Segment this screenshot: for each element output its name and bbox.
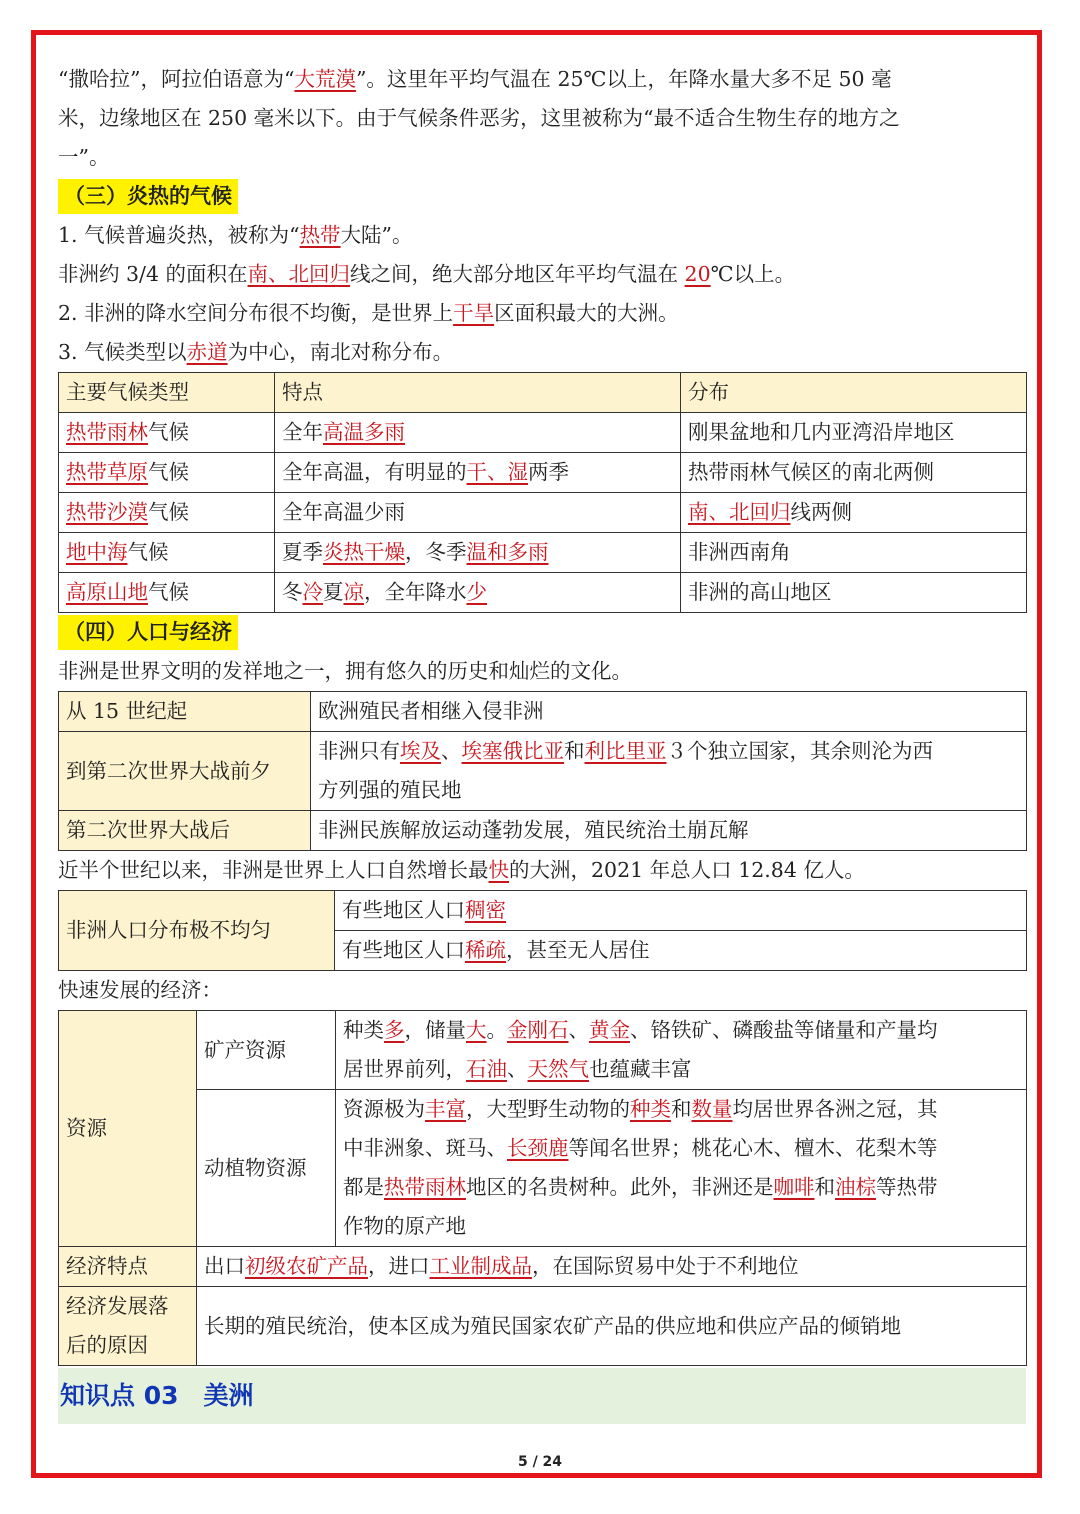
table-row: 热带沙漠气候 全年高温少雨 南、北回归线两侧 bbox=[59, 493, 1027, 533]
page-number: 5 / 24 bbox=[517, 1454, 563, 1470]
table-header-row bbox=[59, 373, 1027, 413]
table-row: 有些地区人口稀疏，甚至无人居住 bbox=[59, 931, 1027, 971]
table-row: 地中海气候 夏季炎热干燥，冬季温和多雨 非洲西南角 bbox=[59, 533, 1027, 573]
climate-point-1: 1. 气候普遍炎热，被称为“热带大陆”。 bbox=[58, 223, 413, 247]
header-feature: 特点 bbox=[275, 373, 681, 413]
section-heading-population: （四）人口与经济 bbox=[58, 613, 1026, 652]
economy-intro: 快速发展的经济： bbox=[58, 978, 222, 1002]
table-row: 高原山地气候 冬冷夏凉，全年降水少 非洲的高山地区 bbox=[59, 573, 1027, 613]
history-table bbox=[58, 691, 1027, 851]
header-climate-type: 主要气候类型 bbox=[59, 373, 275, 413]
table-row: 经济发展落 后的原因 长期的殖民统治，使本区成为殖民国家农矿产品的供应地和供应产品的倾销地 bbox=[59, 1287, 1027, 1366]
table-row: 从 15 世纪起 欧洲殖民者相继入侵非洲 bbox=[59, 692, 1027, 732]
population-intro: 非洲是世界文明的发祥地之一，拥有悠久的历史和灿烂的文化。 bbox=[58, 659, 632, 683]
climate-point-1b: 非洲约 3/4 的面积在南、北回归线之间，绝大部分地区年平均气温在 20℃以上。 bbox=[58, 262, 796, 286]
economy-table bbox=[58, 1010, 1027, 1366]
table-row: 动植物资源 资源极为丰富，大型野生动物的种类和数量均居世界各洲之冠，其 中非洲象、斑马、长颈鹿等闻名世界；桃花心木、檀木、花梨木等 都是热带雨林地区的名贵树种。此外，非洲还是咖啡和油棕等热带 作物的原产地 bbox=[59, 1090, 1027, 1247]
table-row: 非洲人口分布极不均匀 有些地区人口稠密 bbox=[59, 891, 1027, 931]
table-row: 资源 矿产资源 种类多，储量大。金刚石、黄金、铬铁矿、磷酸盐等储量和产量均 居世界前列，石油、天然气也蕴藏丰富 bbox=[59, 1011, 1027, 1090]
table-row: 到第二次世界大战前夕 非洲只有埃及、埃塞俄比亚和利比里亚３个独立国家，其余则沦为西 方列强的殖民地 bbox=[59, 732, 1027, 811]
table-row: 经济特点 出口初级农矿产品，进口工业制成品，在国际贸易中处于不利地位 bbox=[59, 1247, 1027, 1287]
population-growth: 近半个世纪以来，非洲是世界上人口自然增长最快的大洲，2021 年总人口 12.84 亿人。 bbox=[58, 858, 865, 882]
table-row: 第二次世界大战后 非洲民族解放运动蓬勃发展，殖民统治土崩瓦解 bbox=[59, 811, 1027, 851]
document-body bbox=[58, 60, 1026, 1424]
header-distribution: 分布 bbox=[681, 373, 1027, 413]
intro-line-3: 一”。 bbox=[58, 145, 110, 169]
intro-line-1: “撒哈拉”，阿拉伯语意为“大荒漠”。这里年平均气温在 25℃以上，年降水量大多不足 50 毫 bbox=[58, 67, 892, 91]
intro-line-2: 米，边缘地区在 250 毫米以下。由于气候条件恶劣，这里被称为“最不适合生物生存的地方之 bbox=[58, 106, 900, 130]
table-row: 热带草原气候 全年高温，有明显的干、湿两季 热带雨林气候区的南北两侧 bbox=[59, 453, 1027, 493]
section-heading-climate: （三）炎热的气候 bbox=[58, 177, 1026, 216]
knowledge-point-heading: 知识点 03 美洲 bbox=[58, 1368, 1026, 1424]
table-row: 热带雨林气候 全年高温多雨 刚果盆地和几内亚湾沿岸地区 bbox=[59, 413, 1027, 453]
climate-table bbox=[58, 372, 1027, 613]
climate-point-3: 3. 气候类型以赤道为中心，南北对称分布。 bbox=[58, 340, 454, 364]
climate-point-2: 2. 非洲的降水空间分布很不均衡，是世界上干旱区面积最大的大洲。 bbox=[58, 301, 679, 325]
population-distribution-table bbox=[58, 890, 1027, 971]
